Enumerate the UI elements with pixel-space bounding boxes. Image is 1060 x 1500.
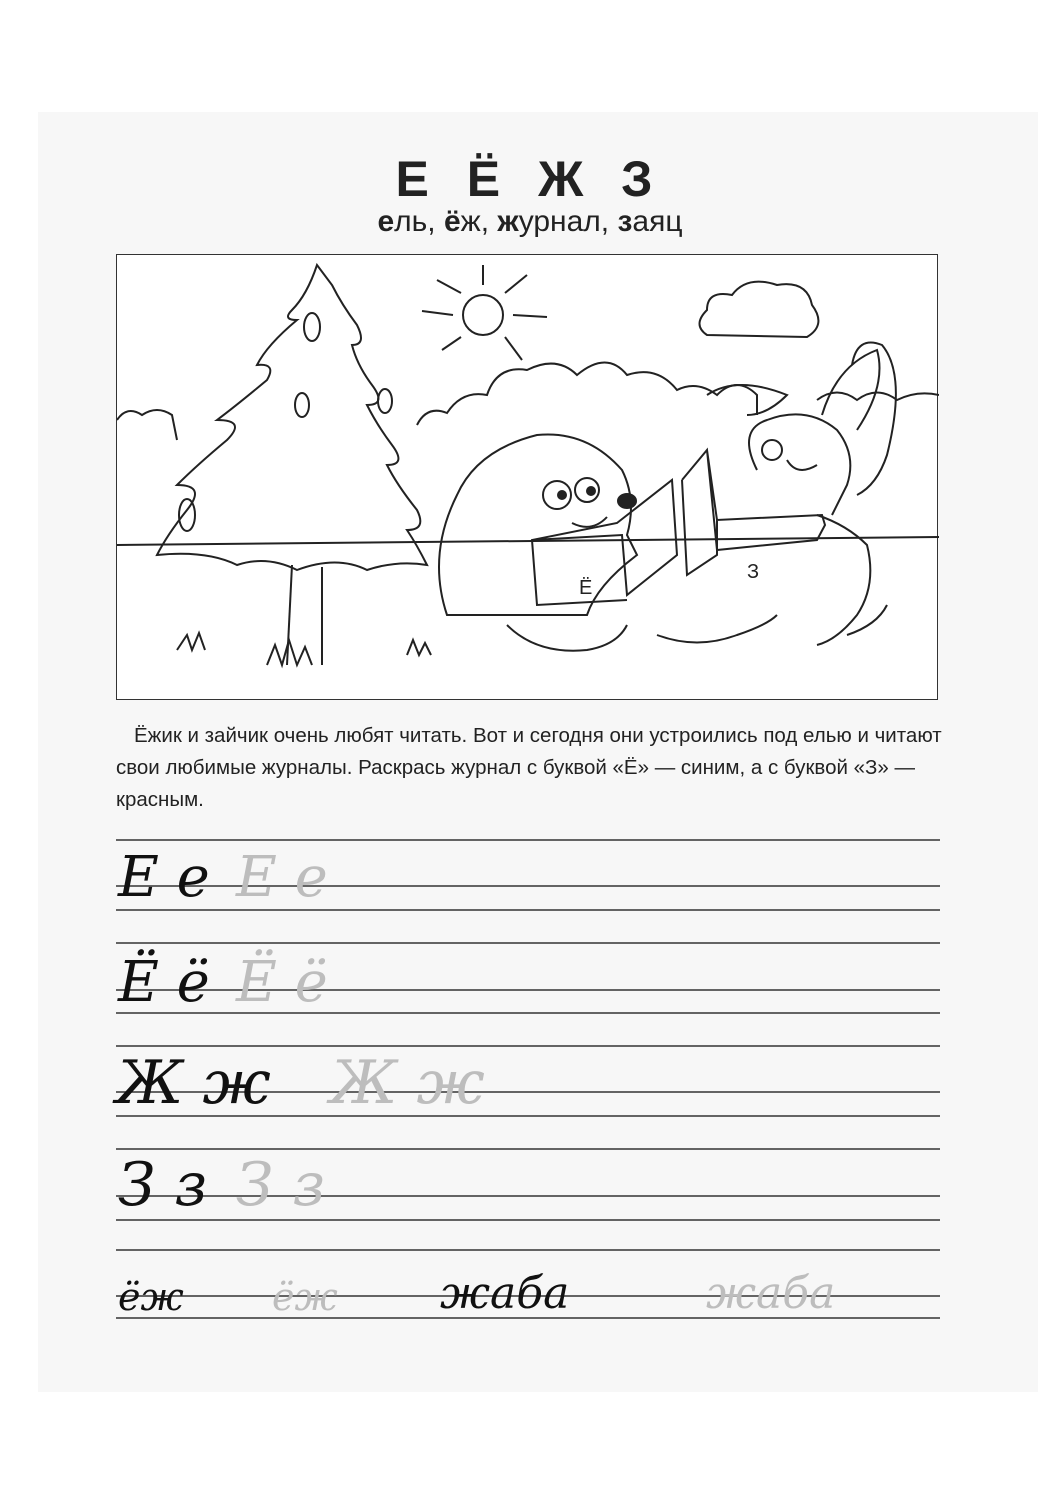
row-2-trace: Ё ё xyxy=(236,950,328,1015)
row-3-trace: Ж ж xyxy=(330,1048,485,1118)
row-4-trace: З з xyxy=(236,1150,326,1220)
word-2-rest: ж xyxy=(460,205,481,238)
separator: , xyxy=(480,205,498,238)
word-4-rest: аяц xyxy=(632,205,683,238)
row-5-trace-2: жаба xyxy=(706,1268,836,1319)
row-5-sample: ёж xyxy=(118,1275,184,1319)
word-2-bold: ё xyxy=(443,205,461,238)
book-left-letter: Ё xyxy=(579,577,593,599)
row-1-sample: Е е xyxy=(118,845,210,910)
instruction-text: Ёжик и зайчик очень любят читать. Вот и сегодня они устроились под елью и читают свои любимые журналы. Раскрась журнал с буквой «Ё» — синим, а с буквой «З» — красным. xyxy=(116,724,942,811)
row-4-sample: З з xyxy=(118,1150,208,1220)
page-title: Е Ё Ж З xyxy=(395,151,665,207)
row-1-trace: Е е xyxy=(236,845,328,910)
book-right-letter: З xyxy=(747,561,760,583)
word-4-bold: з xyxy=(617,205,633,238)
row-2-sample: Ё ё xyxy=(118,950,210,1015)
row-3-sample: Ж ж xyxy=(116,1048,271,1118)
separator: , xyxy=(427,205,444,238)
row-5-trace: ёж xyxy=(272,1275,338,1319)
separator: , xyxy=(600,205,618,238)
word-1-rest: ль xyxy=(394,205,428,238)
word-3-bold: ж xyxy=(497,205,519,238)
row-5-sample-2: жаба xyxy=(440,1268,570,1319)
word-1-bold: е xyxy=(377,205,395,238)
word-3-rest: урнал xyxy=(518,205,601,238)
